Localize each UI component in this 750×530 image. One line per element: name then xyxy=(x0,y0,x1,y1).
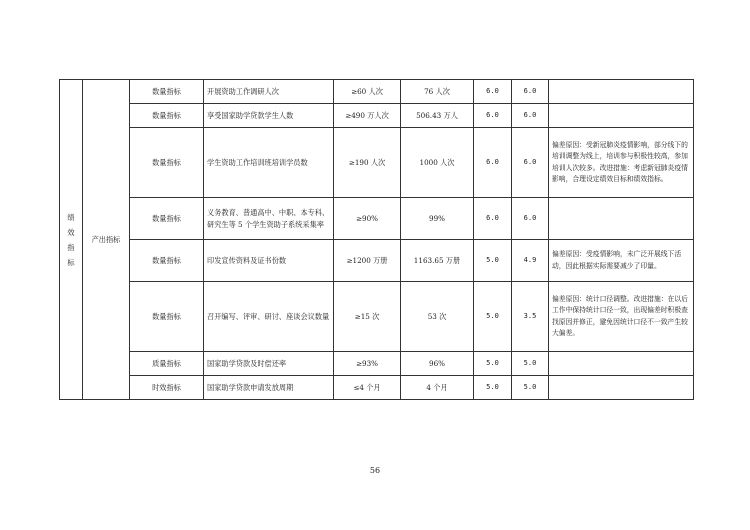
weight-cell: 5.0 xyxy=(474,352,512,376)
score-cell: 5.0 xyxy=(512,352,549,376)
indicator-cell: 召开编写、评审、研讨、座谈会议数量 xyxy=(204,282,334,352)
category-cell: 数量指标 xyxy=(130,104,204,128)
actual-cell: 53 次 xyxy=(401,282,474,352)
indicator-cell: 印发宣传资料及证书份数 xyxy=(204,240,334,282)
table-row xyxy=(60,352,694,376)
actual-cell: 1000 人次 xyxy=(401,128,474,198)
category-cell: 时效指标 xyxy=(130,376,204,400)
score-cell: 5.0 xyxy=(512,376,549,400)
score-cell: 6.0 xyxy=(512,128,549,198)
weight-cell: 6.0 xyxy=(474,104,512,128)
level1-char: 标 xyxy=(67,257,75,267)
score-cell: 3.5 xyxy=(512,282,549,352)
table-row xyxy=(60,80,694,104)
category-cell: 数量指标 xyxy=(130,80,204,104)
note-cell: 偏差原因：统计口径调整。改进措施：在以后工作中保持统计口径一致，出现偏差时积极查找原因并修正，避免因统计口径不一致产生较大偏差。 xyxy=(549,282,694,352)
level1-char: 绩 xyxy=(67,212,75,222)
target-cell: ≥15 次 xyxy=(334,282,401,352)
score-cell: 6.0 xyxy=(512,198,549,240)
note-cell: 偏差原因：受新冠肺炎疫情影响，部分线下的培训调整为线上，培训参与积极性较高，参加培训人次较多。改进措施：考虑新冠肺炎疫情影响，合理设定绩效目标和绩效指标。 xyxy=(549,128,694,198)
indicator-cell: 学生资助工作培训班培训学员数 xyxy=(204,128,334,198)
indicator-cell: 义务教育、普通高中、中职、本专科、研究生等 5 个学生资助子系统采集率 xyxy=(204,198,334,240)
level2-indicator-cell: 产出指标 xyxy=(83,80,130,400)
category-cell: 数量指标 xyxy=(130,240,204,282)
weight-cell: 6.0 xyxy=(474,128,512,198)
weight-cell: 5.0 xyxy=(474,282,512,352)
category-cell: 数量指标 xyxy=(130,198,204,240)
weight-cell: 5.0 xyxy=(474,376,512,400)
actual-cell: 1163.65 万册 xyxy=(401,240,474,282)
table-row xyxy=(60,128,694,198)
target-cell: ≥190 人次 xyxy=(334,128,401,198)
performance-indicator-table xyxy=(59,79,694,400)
note-cell xyxy=(549,198,694,240)
target-cell: ≥1200 万册 xyxy=(334,240,401,282)
target-cell: ≥90% xyxy=(334,198,401,240)
page-number: 56 xyxy=(369,466,381,475)
weight-cell: 6.0 xyxy=(474,80,512,104)
indicator-cell: 国家助学贷款申请发放周期 xyxy=(204,376,334,400)
category-cell: 质量指标 xyxy=(130,352,204,376)
target-cell: ≥93% xyxy=(334,352,401,376)
level1-char: 指 xyxy=(67,242,75,252)
category-cell: 数量指标 xyxy=(130,128,204,198)
table-row xyxy=(60,198,694,240)
actual-cell: 506.43 万人 xyxy=(401,104,474,128)
table-row xyxy=(60,104,694,128)
table-row xyxy=(60,376,694,400)
level1-indicator-cell xyxy=(60,80,83,400)
indicator-cell: 开展资助工作调研人次 xyxy=(204,80,334,104)
actual-cell: 99% xyxy=(401,198,474,240)
score-cell: 6.0 xyxy=(512,104,549,128)
note-cell xyxy=(549,80,694,104)
note-cell xyxy=(549,352,694,376)
note-cell: 偏差原因：受疫情影响，未广泛开展线下活动，因此根据实际需要减少了印量。 xyxy=(549,240,694,282)
table-row xyxy=(60,240,694,282)
actual-cell: 96% xyxy=(401,352,474,376)
category-cell: 数量指标 xyxy=(130,282,204,352)
note-cell xyxy=(549,104,694,128)
weight-cell: 6.0 xyxy=(474,198,512,240)
target-cell: ≥60 人次 xyxy=(334,80,401,104)
weight-cell: 5.0 xyxy=(474,240,512,282)
actual-cell: 76 人次 xyxy=(401,80,474,104)
table-row xyxy=(60,282,694,352)
indicator-cell: 享受国家助学贷款学生人数 xyxy=(204,104,334,128)
score-cell: 4.9 xyxy=(512,240,549,282)
level1-char: 效 xyxy=(67,227,75,237)
target-cell: ≥490 万人次 xyxy=(334,104,401,128)
note-cell xyxy=(549,376,694,400)
indicator-cell: 国家助学贷款及时偿还率 xyxy=(204,352,334,376)
target-cell: ≤4 个月 xyxy=(334,376,401,400)
score-cell: 6.0 xyxy=(512,80,549,104)
actual-cell: 4 个月 xyxy=(401,376,474,400)
